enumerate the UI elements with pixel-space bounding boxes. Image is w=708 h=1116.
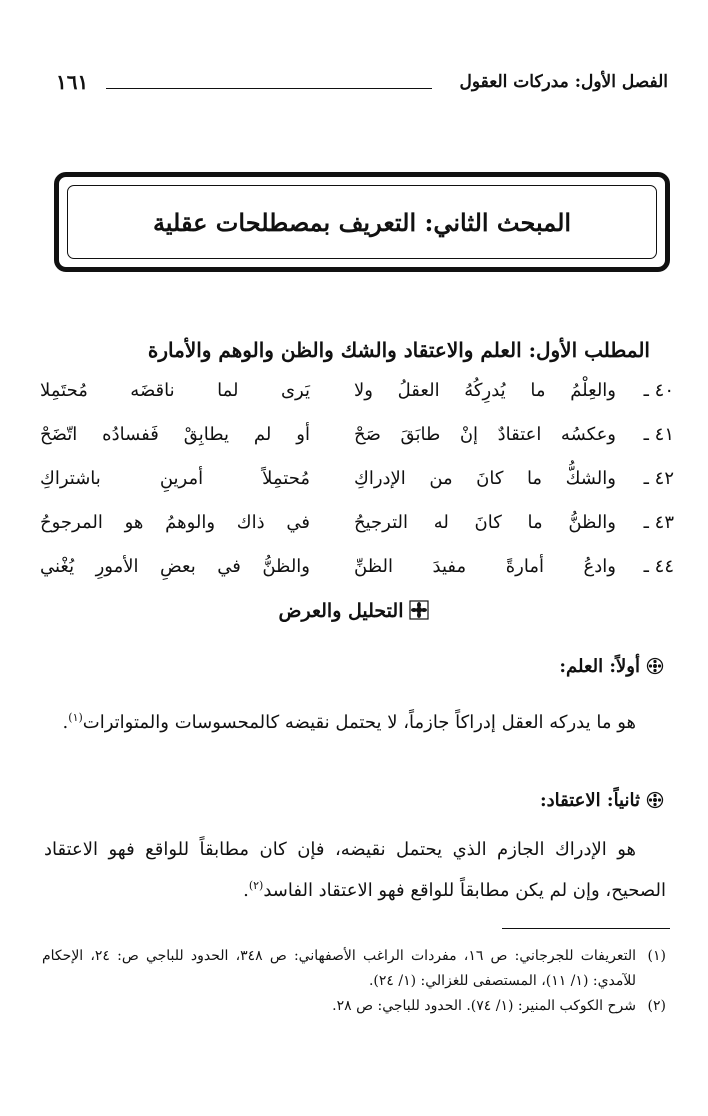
- analysis-heading: [0, 600, 708, 622]
- paragraph-first-text: هو ما يدركه العقل إدراكاً جازماً، لا يحتمل نقيضه كالمحسوسات والمتواترات: [82, 712, 636, 733]
- footnote-marker: (١): [68, 711, 83, 724]
- verse-number: ٤٢ ـ: [643, 468, 674, 489]
- flower-bullet-icon: [646, 657, 664, 675]
- verse-first-hemistich: والعِلْمُ ما يُدرِكُهُ العقلُ ولا: [354, 380, 616, 401]
- analysis-heading-text: التحليل والعرض: [278, 600, 404, 622]
- footnote-rule: [502, 928, 670, 929]
- footnote: [42, 944, 666, 994]
- verse-first-hemistich: والشكُّ ما كانَ من الإدراكِ: [354, 468, 616, 489]
- paragraph-end: .: [62, 712, 69, 733]
- header-rule: [106, 88, 432, 89]
- footnote-number: (١): [647, 948, 666, 964]
- verse-number: ٤٣ ـ: [643, 512, 674, 533]
- page-number: ١٦١: [56, 70, 89, 94]
- section-title-inner-frame: [67, 185, 657, 259]
- verse-second-hemistich: في ذاك والوهمُ هو المرجوحُ: [40, 512, 310, 533]
- verse-line: [40, 418, 674, 462]
- section-title: المبحث الثاني: التعريف بمصطلحات عقلية: [152, 207, 572, 237]
- footnote: [42, 994, 666, 1019]
- heading-first: [559, 656, 664, 677]
- verse-line: [40, 550, 674, 594]
- verse-list: [40, 374, 674, 594]
- subsection-title: المطلب الأول: العلم والاعتقاد والشك والظن والوهم والأمارة: [147, 338, 650, 362]
- heading-second-text: ثانياً: الاعتقاد:: [539, 790, 640, 811]
- footnote-number: (٢): [647, 998, 666, 1014]
- paragraph-second: [44, 832, 666, 909]
- heading-first-text: أولاً: العلم:: [559, 656, 640, 677]
- paragraph-second-text: هو الإدراك الجازم الذي يحتمل نقيضه، فإن كان مطابقاً للواقع فهو الاعتقاد الصحيح، وإن لم يكن مطابقاً للواقع فهو الاعتقاد الفاسد: [44, 839, 666, 901]
- paragraph-first: [44, 700, 666, 741]
- verse-number: ٤٤ ـ: [643, 556, 674, 577]
- running-header: [56, 70, 668, 100]
- floral-ornament-icon: [409, 600, 429, 620]
- verse-second-hemistich: مُحتمِلاً أمرينِ باشتراكِ: [40, 468, 310, 489]
- footnote-text: شرح الكوكب المنير: (١/ ٧٤). الحدود للباجي: ص ٢٨.: [332, 998, 636, 1014]
- verse-second-hemistich: يَرى لما ناقضَه مُحتَمِلا: [40, 380, 310, 401]
- verse-second-hemistich: والظنُّ في بعضِ الأمورِ يُغْني: [40, 556, 310, 577]
- verse-first-hemistich: وعكسُه اعتقادٌ إنْ طابَقَ صَحْ: [354, 424, 616, 445]
- footnote-text: التعريفات للجرجاني: ص ١٦، مفردات الراغب الأصفهاني: ص ٣٤٨، الحدود للباجي ص: ٢٤، الإحكام للآمدي: (١/ ١١)، المستصفى للغزالي: (١/ ٢٤).: [42, 948, 636, 989]
- verse-line: [40, 506, 674, 550]
- verse-second-hemistich: أو لم يطابِقْ فَفسادُه اتّضَحْ: [40, 424, 310, 445]
- section-title-frame: [54, 172, 670, 272]
- verse-first-hemistich: والظنُّ ما كانَ له الترجيحُ: [354, 512, 616, 533]
- running-title: الفصل الأول: مدركات العقول: [459, 72, 668, 92]
- flower-bullet-icon: [646, 791, 664, 809]
- verse-number: ٤٠ ـ: [643, 380, 674, 401]
- footnote-marker: (٢): [248, 879, 264, 892]
- verse-number: ٤١ ـ: [643, 424, 674, 445]
- verse-first-hemistich: وادعُ أمارةً مفيدَ الظنِّ: [354, 556, 616, 577]
- heading-second: [540, 790, 664, 811]
- verse-line: [40, 462, 674, 506]
- footnotes: [42, 944, 666, 1019]
- paragraph-end: .: [243, 880, 249, 901]
- verse-line: [40, 374, 674, 418]
